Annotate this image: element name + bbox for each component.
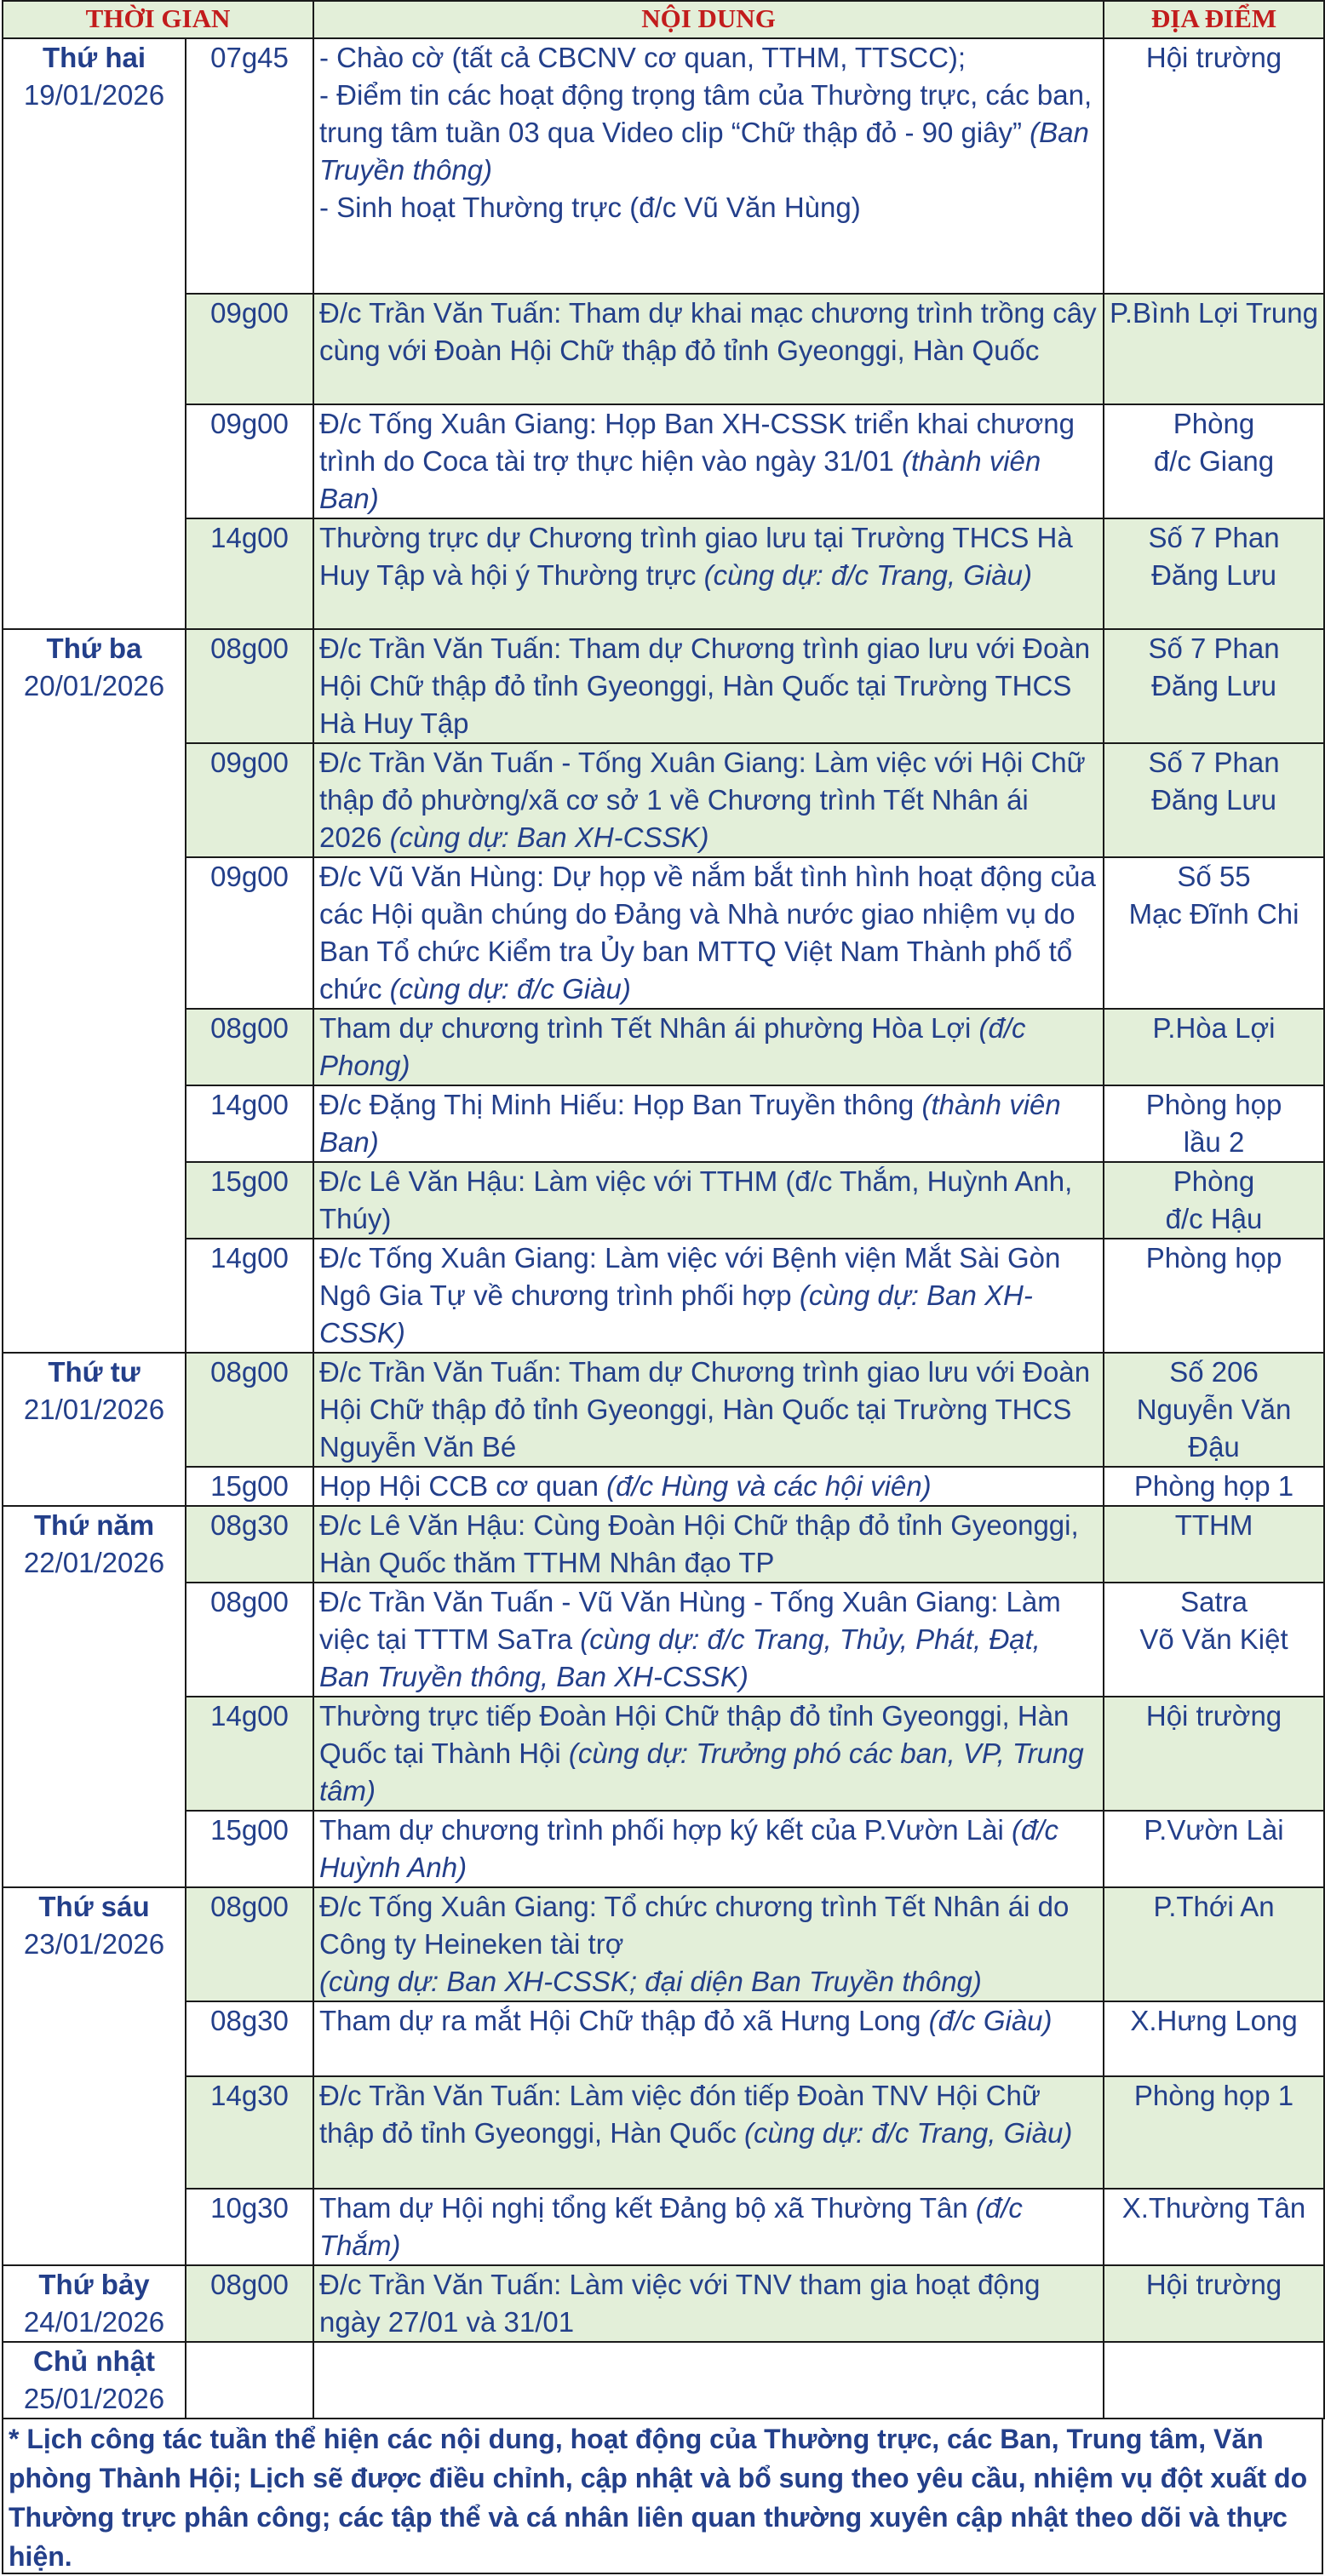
time-cell: 08g00: [186, 2265, 313, 2342]
content-cell: [313, 2001, 1104, 2076]
content-line: [319, 744, 1098, 856]
participants-note: (cùng dự: đ/c Trang, Giàu): [744, 2117, 1073, 2149]
content-text: Đ/c Trần Văn Tuấn: Làm việc đón tiếp Đoàn TNV Hội Chữ thập đỏ tỉnh Gyeonggi, Hàn Quốc: [319, 2080, 1041, 2149]
location-cell: Số 55 Mạc Đĩnh Chi: [1104, 857, 1324, 1009]
location-cell: P.Bình Lợi Trung: [1104, 294, 1324, 404]
header-location: ĐỊA ĐIỂM: [1104, 1, 1324, 38]
time-cell: 09g00: [186, 294, 313, 404]
content-text: Đ/c Đặng Thị Minh Hiếu: Họp Ban Truyền thông: [319, 1089, 922, 1120]
content-text: Đ/c Trần Văn Tuấn: Tham dự Chương trình giao lưu với Đoàn Hội Chữ thập đỏ tỉnh Gyeonggi, Hàn Quốc tại Trường THCS Nguyễn Văn Bé: [319, 1356, 1091, 1463]
content-text: Đ/c Tống Xuân Giang: Làm việc với Bệnh viện Mắt Sài Gòn Ngô Gia Tự về chương trình phối hợp: [319, 1242, 1061, 1311]
content-cell: [313, 1811, 1104, 1887]
content-line: [319, 1812, 1098, 1886]
content-line: [319, 2190, 1098, 2264]
participants-note: (thành viên Ban): [319, 445, 1041, 514]
weekly-schedule: [2, 0, 1323, 2572]
content-line: [319, 405, 1098, 518]
day-cell: [3, 2342, 186, 2419]
participants-note: (cùng dự: Trưởng phó các ban, VP, Trung tâm): [319, 1737, 1084, 1806]
content-line: [319, 519, 1098, 594]
location-cell: Phòng họp 1: [1104, 2076, 1324, 2189]
day-date: 19/01/2026: [23, 79, 165, 111]
content-text: Tham dự chương trình Tết Nhân ái phường Hòa Lợi: [319, 1012, 979, 1044]
content-cell: [313, 1467, 1104, 1506]
day-name: Chủ nhật: [33, 2345, 155, 2377]
content-line: [319, 1163, 1098, 1238]
participants-note: (đ/c Phong): [319, 1012, 1026, 1081]
schedule-row: [3, 2265, 1324, 2342]
content-line: [319, 1583, 1098, 1696]
day-cell: [3, 1353, 186, 1506]
schedule-row: [3, 294, 1324, 404]
schedule-row: [3, 404, 1324, 518]
content-cell: [313, 294, 1104, 404]
content-line: [319, 1963, 1098, 2001]
day-cell: [3, 1506, 186, 1887]
content-cell: [313, 743, 1104, 857]
schedule-row: [3, 1085, 1324, 1162]
participants-note: (Ban Truyền thông): [319, 117, 1089, 186]
content-line: [319, 1086, 1098, 1161]
content-cell: [313, 1162, 1104, 1239]
time-cell: [186, 2342, 313, 2419]
content-line: [319, 39, 1098, 77]
participants-note: (cùng dự: đ/c Trang, Giàu): [703, 559, 1032, 591]
time-cell: 08g00: [186, 1353, 313, 1467]
time-cell: 07g45: [186, 38, 313, 294]
content-cell: [313, 2265, 1104, 2342]
content-line: [319, 1697, 1098, 1810]
day-name: Thứ tư: [48, 1356, 141, 1388]
content-line: [319, 1468, 1098, 1505]
content-cell: [313, 2076, 1104, 2189]
schedule-row: [3, 1009, 1324, 1085]
schedule-row: [3, 1353, 1324, 1467]
content-text: Đ/c Trần Văn Tuấn - Tống Xuân Giang: Làm việc với Hội Chữ thập đỏ phường/xã cơ sở 1 về Chương trình Tết Nhân ái 2026: [319, 747, 1086, 853]
participants-note: (cùng dự: đ/c Trang, Thủy, Phát, Đạt, Ban Truyền thông, Ban XH-CSSK): [319, 1623, 1041, 1692]
content-cell: [313, 1697, 1104, 1811]
time-cell: 08g30: [186, 1506, 313, 1583]
content-text: Đ/c Vũ Văn Hùng: Dự họp về nắm bắt tình hình hoạt động của các Hội quần chúng do Đảng và Nhà nước giao nhiệm vụ do Ban Tổ chức Kiểm tra Ủy ban MTTQ Việt Nam Thành phố tổ chức: [319, 861, 1096, 1005]
schedule-note: * Lịch công tác tuần thể hiện các nội dung, hoạt động của Thường trực, các Ban, Trung tâm, Văn phòng Thành Hội; Lịch sẽ được điều chỉnh, cập nhật và bổ sung theo yêu cầu, nhiệm vụ đột xuất do Thường trực phân công; các tập thể và cá nhân liên quan thường xuyên cập nhật theo dõi và thực hiện.: [2, 2419, 1323, 2574]
time-cell: 15g00: [186, 1467, 313, 1506]
location-cell: Phòng đ/c Giang: [1104, 404, 1324, 518]
content-cell: [313, 857, 1104, 1009]
participants-note: (đ/c Hùng và các hội viên): [606, 1470, 932, 1502]
participants-note: (cùng dự: Ban XH-CSSK): [389, 821, 709, 853]
day-name: Thứ sáu: [38, 1891, 150, 1922]
participants-note: (cùng dự: Ban XH-CSSK): [319, 1279, 1033, 1348]
location-cell: [1104, 2342, 1324, 2419]
schedule-row: [3, 743, 1324, 857]
content-cell: [313, 38, 1104, 294]
content-text: Đ/c Trần Văn Tuấn - Vũ Văn Hùng - Tống Xuân Giang: Làm việc tại TTTM SaTra: [319, 1586, 1061, 1655]
schedule-row: [3, 629, 1324, 743]
day-name: Thứ hai: [42, 42, 146, 73]
time-cell: 09g00: [186, 404, 313, 518]
participants-note: (đ/c Giàu): [928, 2005, 1053, 2036]
time-cell: 14g00: [186, 1697, 313, 1811]
day-cell: [3, 2265, 186, 2342]
location-cell: Hội trường: [1104, 2265, 1324, 2342]
content-text: Đ/c Lê Văn Hậu: Cùng Đoàn Hội Chữ thập đỏ tỉnh Gyeonggi, Hàn Quốc thăm TTHM Nhân đạo TP: [319, 1509, 1079, 1578]
content-text: - Chào cờ (tất cả CBCNV cơ quan, TTHM, TTSCC);: [319, 42, 967, 73]
participants-note: (cùng dự: Ban XH-CSSK; đại diện Ban Truyền thông): [319, 1966, 982, 1997]
content-line: [319, 1354, 1098, 1466]
time-cell: 09g00: [186, 743, 313, 857]
content-text: Thường trực tiếp Đoàn Hội Chữ thập đỏ tỉnh Gyeonggi, Hàn Quốc tại Thành Hội: [319, 1700, 1070, 1769]
time-cell: 15g00: [186, 1162, 313, 1239]
schedule-row: [3, 1583, 1324, 1697]
location-cell: X.Hưng Long: [1104, 2001, 1324, 2076]
content-cell: [313, 1009, 1104, 1085]
content-text: Đ/c Tống Xuân Giang: Tổ chức chương trình Tết Nhân ái do Công ty Heineken tài trợ: [319, 1891, 1070, 1960]
schedule-row: [3, 2342, 1324, 2419]
time-cell: 08g00: [186, 1583, 313, 1697]
day-name: Thứ bảy: [38, 2269, 150, 2300]
content-cell: [313, 1506, 1104, 1583]
participants-note: (thành viên Ban): [319, 1089, 1061, 1158]
location-cell: Phòng họp: [1104, 1239, 1324, 1353]
content-line: [319, 1507, 1098, 1582]
time-cell: 08g00: [186, 629, 313, 743]
schedule-row: [3, 1811, 1324, 1887]
time-cell: 08g30: [186, 2001, 313, 2076]
location-cell: Phòng họp 1: [1104, 1467, 1324, 1506]
schedule-row: [3, 1887, 1324, 2001]
schedule-row: [3, 518, 1324, 629]
content-text: - Sinh hoạt Thường trực (đ/c Vũ Văn Hùng): [319, 192, 861, 223]
content-line: [319, 189, 1098, 226]
content-text: Đ/c Lê Văn Hậu: Làm việc với TTHM (đ/c Thắm, Huỳnh Anh, Thúy): [319, 1165, 1073, 1234]
content-cell: [313, 1583, 1104, 1697]
location-cell: Hội trường: [1104, 38, 1324, 294]
location-cell: Satra Võ Văn Kiệt: [1104, 1583, 1324, 1697]
schedule-body: [3, 38, 1324, 2419]
content-text: Đ/c Trần Văn Tuấn: Tham dự khai mạc chương trình trồng cây cùng với Đoàn Hội Chữ thập đỏ tỉnh Gyeonggi, Hàn Quốc: [319, 297, 1097, 366]
content-cell: [313, 1887, 1104, 2001]
content-cell: [313, 2342, 1104, 2419]
content-text: Đ/c Trần Văn Tuấn: Tham dự Chương trình giao lưu với Đoàn Hội Chữ thập đỏ tỉnh Gyeonggi, Hàn Quốc tại Trường THCS Hà Huy Tập: [319, 633, 1091, 739]
location-cell: P.Vườn Lài: [1104, 1811, 1324, 1887]
content-line: [319, 2002, 1098, 2040]
location-cell: Hội trường: [1104, 1697, 1324, 1811]
content-text: Tham dự chương trình phối hợp ký kết của P.Vườn Lài: [319, 1814, 1012, 1846]
content-line: [319, 2266, 1098, 2341]
schedule-row: [3, 1506, 1324, 1583]
content-line: [319, 1888, 1098, 1963]
location-cell: TTHM: [1104, 1506, 1324, 1583]
content-text: Đ/c Tống Xuân Giang: Họp Ban XH-CSSK triển khai chương trình do Coca tài trợ thực hiện vào ngày 31/01: [319, 408, 1075, 477]
time-cell: 08g00: [186, 1009, 313, 1085]
location-cell: Phòng họp lầu 2: [1104, 1085, 1324, 1162]
location-cell: X.Thường Tân: [1104, 2189, 1324, 2265]
day-date: 24/01/2026: [23, 2306, 165, 2338]
location-cell: Số 7 Phan Đăng Lưu: [1104, 629, 1324, 743]
time-cell: 10g30: [186, 2189, 313, 2265]
schedule-table: [2, 0, 1325, 2419]
location-cell: Phòng đ/c Hậu: [1104, 1162, 1324, 1239]
time-cell: 15g00: [186, 1811, 313, 1887]
schedule-row: [3, 1467, 1324, 1506]
content-text: Tham dự Hội nghị tổng kết Đảng bộ xã Thường Tân: [319, 2192, 976, 2224]
schedule-row: [3, 2076, 1324, 2189]
time-cell: 14g00: [186, 1085, 313, 1162]
day-date: 20/01/2026: [23, 670, 165, 701]
schedule-row: [3, 2189, 1324, 2265]
day-name: Thứ năm: [33, 1509, 155, 1541]
day-cell: [3, 38, 186, 629]
content-line: [319, 77, 1098, 189]
content-cell: [313, 518, 1104, 629]
schedule-row: [3, 1697, 1324, 1811]
participants-note: (cùng dự: đ/c Giàu): [389, 973, 631, 1005]
time-cell: 14g30: [186, 2076, 313, 2189]
location-cell: Số 7 Phan Đăng Lưu: [1104, 743, 1324, 857]
day-date: 23/01/2026: [23, 1928, 165, 1960]
time-cell: 09g00: [186, 857, 313, 1009]
header-time: THỜI GIAN: [3, 1, 313, 38]
content-cell: [313, 1353, 1104, 1467]
location-cell: Số 206 Nguyễn Văn Đậu: [1104, 1353, 1324, 1467]
content-cell: [313, 629, 1104, 743]
content-line: [319, 630, 1098, 742]
day-date: 25/01/2026: [23, 2383, 165, 2414]
day-cell: [3, 1887, 186, 2265]
content-cell: [313, 1085, 1104, 1162]
content-text: Đ/c Trần Văn Tuấn: Làm việc với TNV tham gia hoạt động ngày 27/01 và 31/01: [319, 2269, 1041, 2338]
content-text: Họp Hội CCB cơ quan: [319, 1470, 607, 1502]
day-date: 22/01/2026: [23, 1547, 165, 1578]
time-cell: 14g00: [186, 1239, 313, 1353]
content-cell: [313, 404, 1104, 518]
content-line: [319, 295, 1098, 369]
content-line: [319, 1239, 1098, 1352]
content-line: [319, 1010, 1098, 1085]
content-line: [319, 2077, 1098, 2152]
participants-note: (đ/c Thắm): [319, 2192, 1023, 2261]
content-cell: [313, 1239, 1104, 1353]
location-cell: Số 7 Phan Đăng Lưu: [1104, 518, 1324, 629]
time-cell: 08g00: [186, 1887, 313, 2001]
content-cell: [313, 2189, 1104, 2265]
location-cell: P.Thới An: [1104, 1887, 1324, 2001]
schedule-row: [3, 1162, 1324, 1239]
schedule-row: [3, 857, 1324, 1009]
schedule-row: [3, 2001, 1324, 2076]
schedule-row: [3, 1239, 1324, 1353]
location-cell: P.Hòa Lợi: [1104, 1009, 1324, 1085]
schedule-row: [3, 38, 1324, 294]
day-cell: [3, 629, 186, 1353]
time-cell: 14g00: [186, 518, 313, 629]
content-text: Thường trực dự Chương trình giao lưu tại Trường THCS Hà Huy Tập và hội ý Thường trực: [319, 522, 1073, 591]
content-text: - Điểm tin các hoạt động trọng tâm của Thường trực, các ban, trung tâm tuần 03 qua Video clip “Chữ thập đỏ - 90 giây”: [319, 79, 1093, 148]
day-name: Thứ ba: [46, 633, 142, 664]
header-content: NỘI DUNG: [313, 1, 1104, 38]
content-text: Tham dự ra mắt Hội Chữ thập đỏ xã Hưng Long: [319, 2005, 929, 2036]
content-line: [319, 858, 1098, 1008]
day-date: 21/01/2026: [23, 1394, 165, 1425]
participants-note: (đ/c Huỳnh Anh): [319, 1814, 1059, 1883]
header-row: [3, 1, 1324, 38]
